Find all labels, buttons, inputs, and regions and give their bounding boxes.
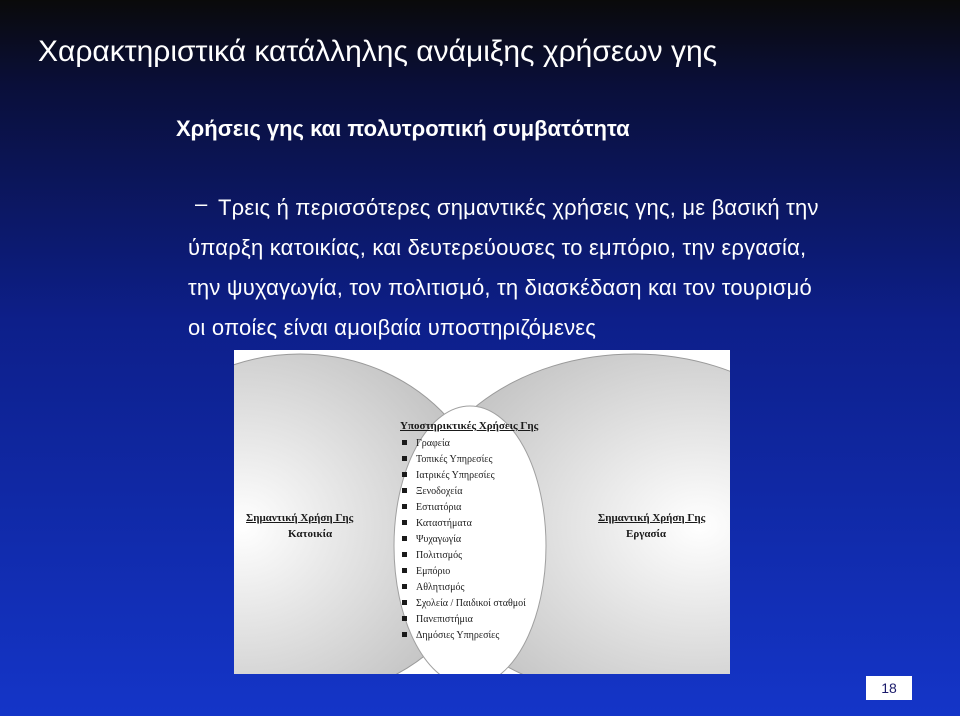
list-item: Καταστήματα <box>402 516 526 532</box>
slide-title: Χαρακτηριστικά κατάλληλης ανάμιξης χρήσεων γης <box>38 35 718 68</box>
list-item: Πανεπιστήμια <box>402 612 526 628</box>
body-line: την ψυχαγωγία, τον πολιτισμό, τη διασκέδαση και τον τουρισμό <box>188 275 812 300</box>
list-item: Ψυχαγωγία <box>402 532 526 548</box>
center-circle-heading: Υποστηρικτικές Χρήσεις Γης <box>400 420 539 432</box>
list-item: Τοπικές Υπηρεσίες <box>402 452 526 468</box>
slide-subtitle: Χρήσεις γης και πολυτροπική συμβατότητα <box>176 116 630 141</box>
square-bullet-icon <box>402 536 407 541</box>
list-item: Ιατρικές Υπηρεσίες <box>402 468 526 484</box>
list-item: Σχολεία / Παιδικοί σταθμοί <box>402 596 526 612</box>
square-bullet-icon <box>402 488 407 493</box>
square-bullet-icon <box>402 504 407 509</box>
list-item: Εμπόριο <box>402 564 526 580</box>
body-line: οι οποίες είναι αμοιβαία υποστηριζόμενες <box>188 315 597 340</box>
list-item: Ξενοδοχεία <box>402 484 526 500</box>
right-circle-heading: Σημαντική Χρήση Γης <box>598 512 706 524</box>
body-paragraph <box>188 188 948 348</box>
left-circle-label: Κατοικία <box>288 528 333 540</box>
list-item: Αθλητισμός <box>402 580 526 596</box>
supporting-uses-list <box>402 436 526 644</box>
square-bullet-icon <box>402 456 407 461</box>
right-circle-label: Εργασία <box>626 528 667 540</box>
list-item: Εστιατόρια <box>402 500 526 516</box>
square-bullet-icon <box>402 472 407 477</box>
body-line: Τρεις ή περισσότερες σημαντικές χρήσεις γης, με βασική την <box>218 195 819 220</box>
square-bullet-icon <box>402 584 407 589</box>
bullet-dash: – <box>195 191 208 216</box>
list-item: Δημόσιες Υπηρεσίες <box>402 628 526 644</box>
square-bullet-icon <box>402 552 407 557</box>
square-bullet-icon <box>402 440 407 445</box>
square-bullet-icon <box>402 632 407 637</box>
square-bullet-icon <box>402 616 407 621</box>
body-line: ύπαρξη κατοικίας, και δευτερεύουσες το εμπόριο, την εργασία, <box>188 235 807 260</box>
square-bullet-icon <box>402 600 407 605</box>
square-bullet-icon <box>402 520 407 525</box>
list-item: Γραφεία <box>402 436 526 452</box>
venn-diagram <box>234 350 730 674</box>
page-number: 18 <box>866 676 912 700</box>
square-bullet-icon <box>402 568 407 573</box>
list-item: Πολιτισμός <box>402 548 526 564</box>
left-circle-heading: Σημαντική Χρήση Γης <box>246 512 354 524</box>
